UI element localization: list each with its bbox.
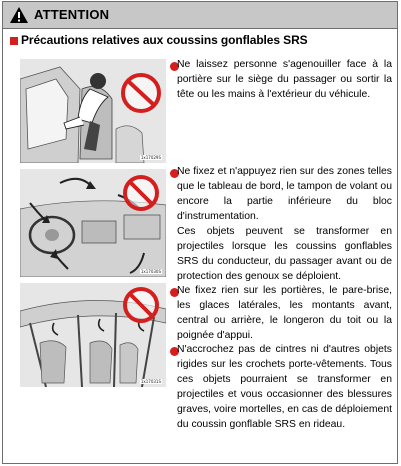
illustration-code: 1x17030S [140, 269, 161, 274]
cabin-drawing [20, 283, 166, 387]
warning-text-1: Ne laissez personne s'agenouiller face à la portière sur le siège du passager ou sortir la tête ou les mains à l'extérieur du véhicule. [177, 59, 392, 100]
warning-text-2-continued: Ces objets peuvent se transformer en projectiles lorsque les coussins gonflables SRS du conducteur, du passager avant ou de protection des genoux se déploient. [177, 226, 392, 282]
attention-box [2, 1, 398, 464]
dashboard-drawing [20, 169, 166, 277]
warning-text-3: Ne fixez rien sur les portières, le pare-brise, les glaces latérales, les montants avant, central ou arrière, le longeron du toit ou la poignée d'appui. [177, 285, 392, 341]
illustration-cabin-pillars [20, 283, 166, 387]
illustration-code: 1x17029S [140, 155, 161, 160]
warning-text-2-block [177, 164, 392, 284]
warning-triangle-icon [9, 6, 29, 24]
section-title: Précautions relatives aux coussins gonflables SRS [21, 33, 308, 47]
illustration-kneeling-passenger [20, 59, 166, 163]
section-marker [10, 37, 18, 45]
attention-title: ATTENTION [34, 7, 110, 22]
kneeling-passenger-drawing [20, 59, 166, 163]
warning-text-2: Ne fixez et n'appuyez rien sur des zones telles que le tableau de bord, le tampon de volant ou encore la partie inférieure du bloc d'instrumentation. [177, 166, 392, 222]
warning-text-4: N'accrochez pas de cintres ni d'autres objets rigides sur les crochets porte-vêtements. Tous ces objets pourraient se transformer en projectiles et vous occasionner des blessures graves, voire mortelles, en cas de déploiement du coussin gonflable SRS en rideau. [177, 344, 392, 430]
illustration-code: 1x17031S [140, 379, 161, 384]
attention-header [3, 2, 397, 29]
illustration-dashboard [20, 169, 166, 277]
